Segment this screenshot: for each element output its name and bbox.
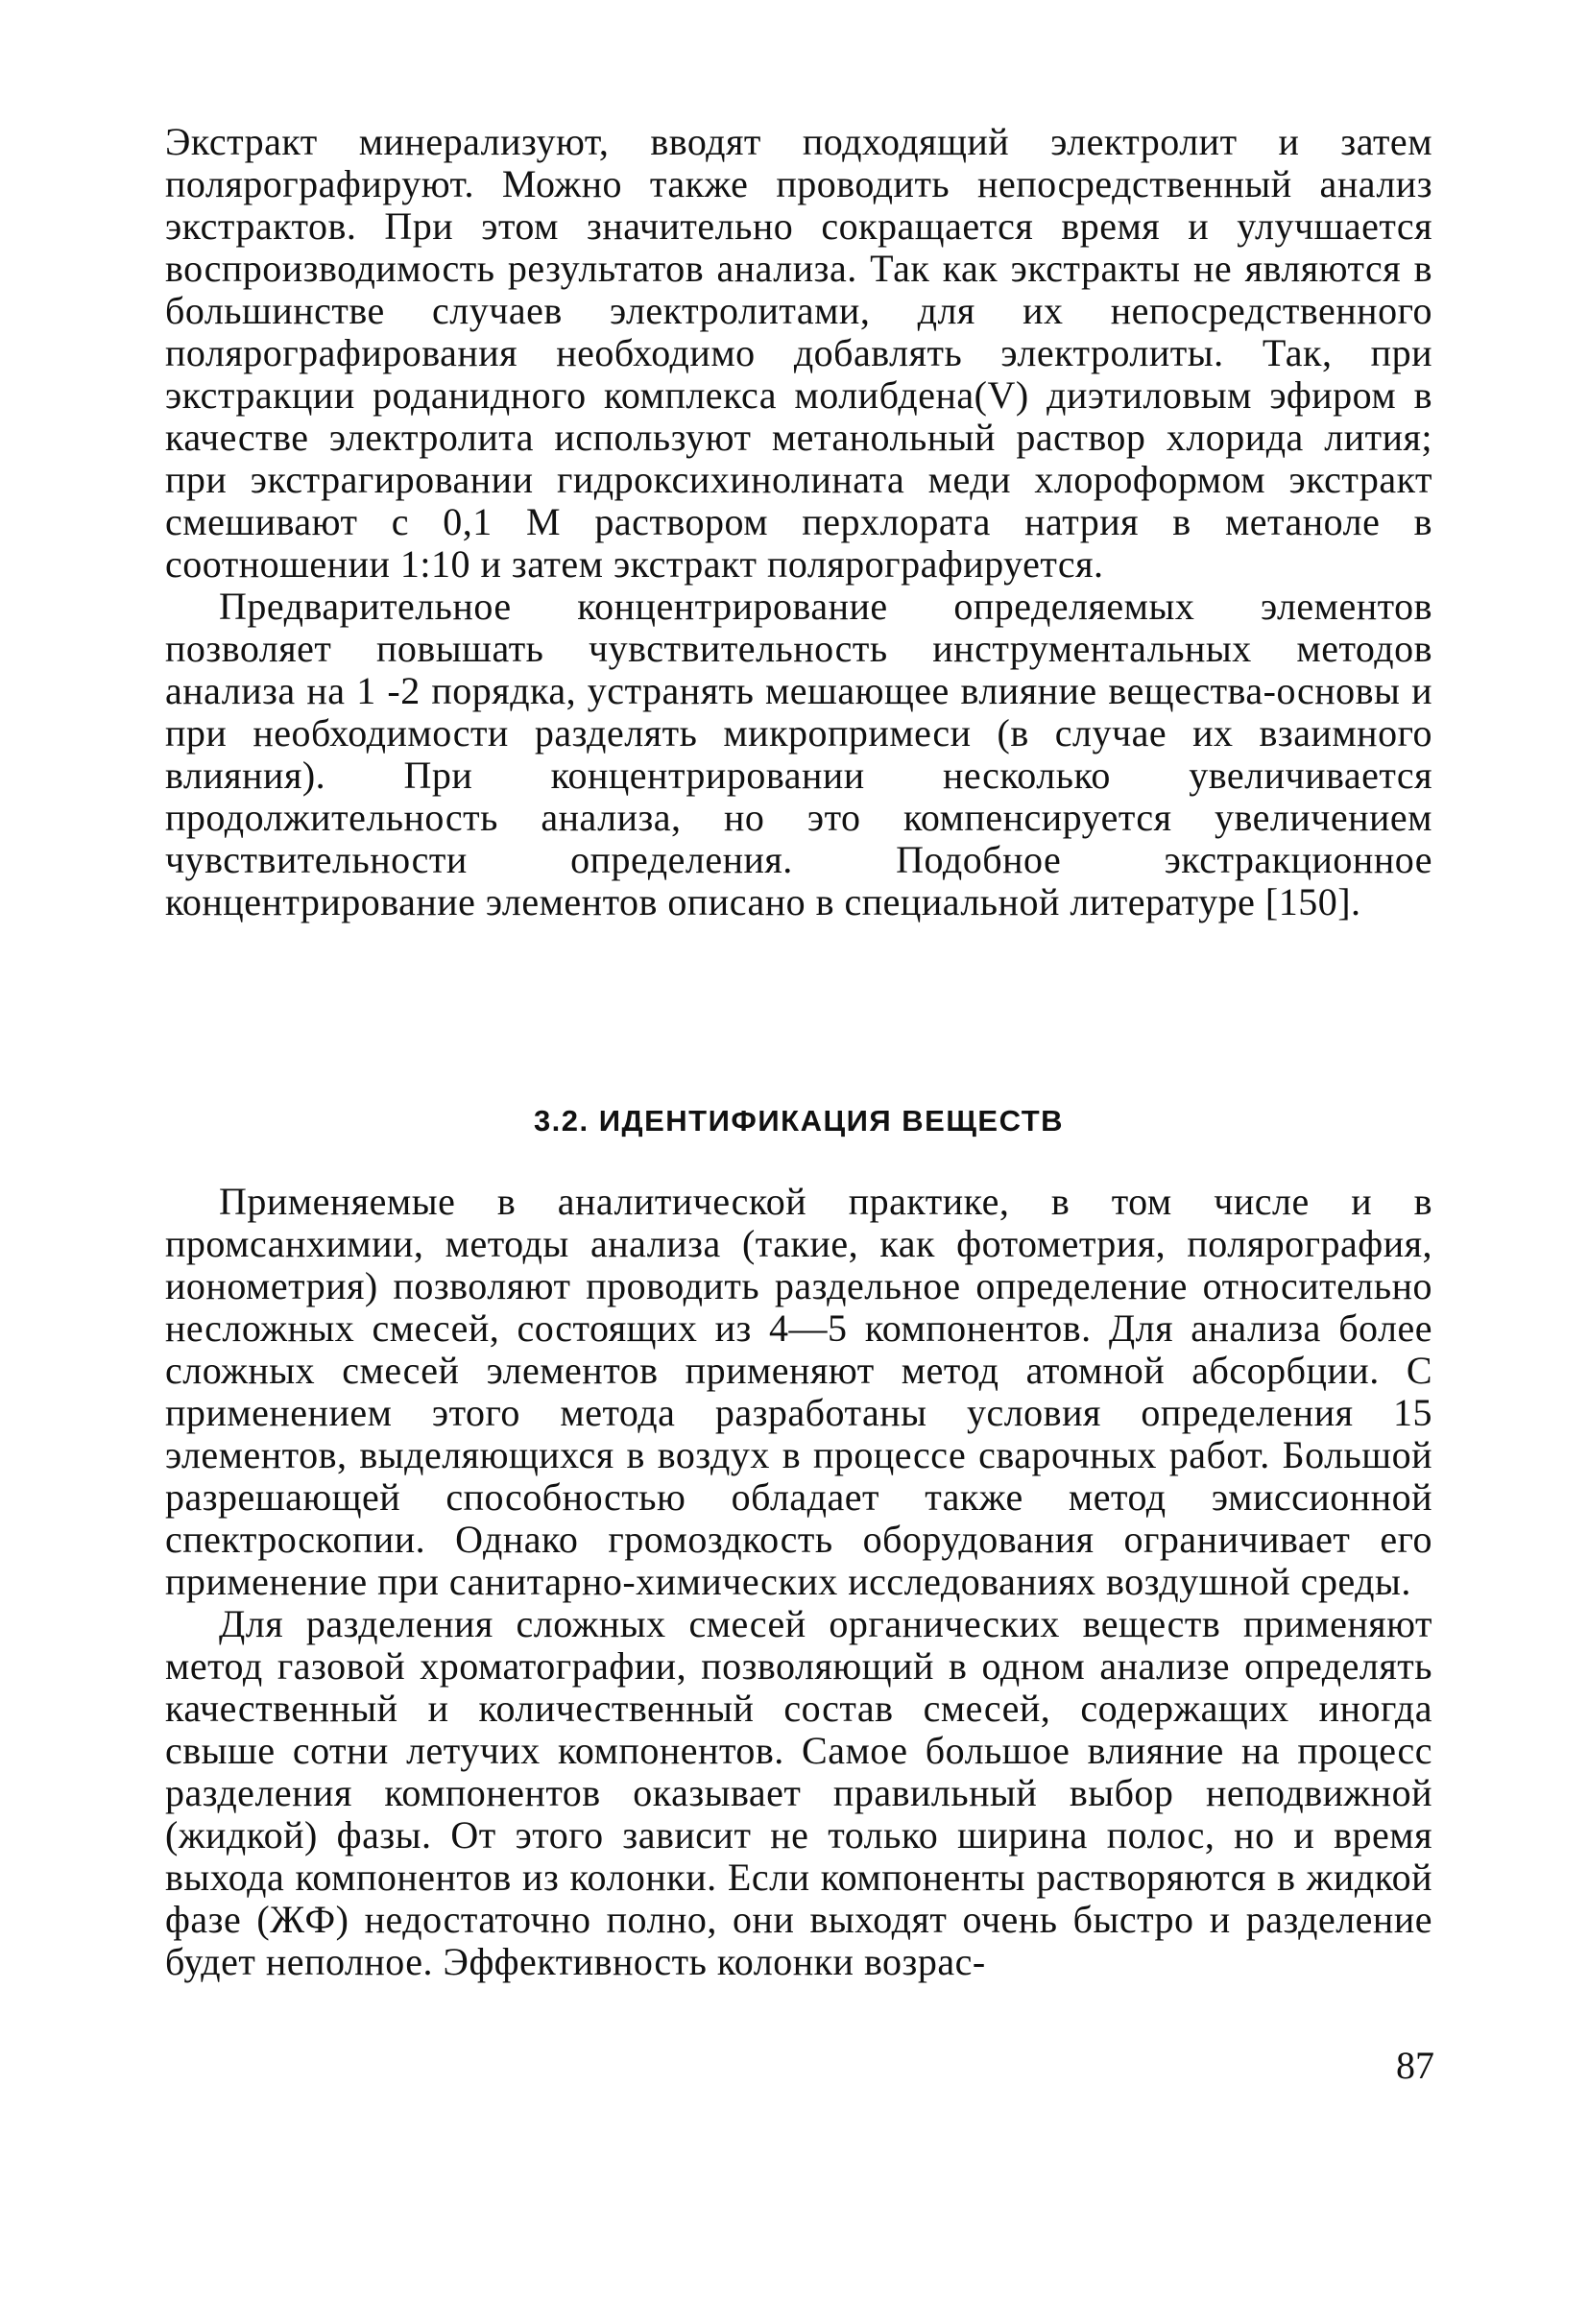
page-number: 87 [1396, 2044, 1434, 2087]
paragraph-preconcentration: Предварительное концентрирование определяемых элементов позволяет повышать чувствительность инструментальных методов анализа на 1 -2 порядка, устранять мешающее влияние вещества-основы и при необходимости разделять микропримеси (в случае их взаимного влияния). При концентрировании несколько увеличивается продолжительность анализа, но это компенсируется увеличением чувствительности определения. Подобное экстракционное концентрирование элементов описано в специальной литературе [150]. [165, 585, 1432, 923]
section-heading: 3.2. ИДЕНТИФИКАЦИЯ ВЕЩЕСТВ [533, 1104, 1065, 1138]
text-block-after-heading [165, 1181, 1432, 1983]
paragraph-analysis-methods: Применяемые в аналитической практике, в том числе и в промсанхимии, методы анализа (такие, как фотометрия, полярография, ионометрия) позволяют проводить раздельное определение относительно несложных смесей, состоящих из 4—5 компонентов. Для анализа более сложных смесей элементов применяют метод атомной абсорбции. С применением этого метода разработаны условия определения 15 элементов, выделяющихся в воздух в процессе сварочных работ. Большой разрешающей способностью обладает также метод эмиссионной спектроскопии. Однако громоздкость оборудования ограничивает его применение при санитарно-химических исследованиях воздушной среды. [165, 1180, 1432, 1603]
text-block-before-heading [165, 121, 1432, 923]
paragraph-extract-polarography: Экстракт минерализуют, вводят подходящий электролит и затем полярографируют. Можно также проводить непосредственный анализ экстрактов. При этом значительно сокращается время и улучшается воспроизводимость результатов анализа. Так как экстракты не являются в большинстве случаев электролитами, для их непосредственного полярографирования необходимо добавлять электролиты. Так, при экстракции роданидного комплекса молибдена(V) диэтиловым эфиром в качестве электролита используют метанольный раствор хлорида лития; при экстрагировании гидроксихинолината меди хлороформом экстракт смешивают с 0,1 М раствором перхлората натрия в метаноле в соотношении 1:10 и затем экстракт полярографируется. [165, 120, 1432, 586]
paragraph-gas-chromatography: Для разделения сложных смесей органических веществ применяют метод газовой хроматографии, позволяющий в одном анализе определять качественный и количественный состав смесей, содержащих иногда свыше сотни летучих компонентов. Самое большое влияние на процесс разделения компонентов оказывает правильный выбор неподвижной (жидкой) фазы. От этого зависит не только ширина полос, но и время выхода компонентов из колонки. Если компоненты растворяются в жидкой фазе (ЖФ) недостаточно полно, они выходят очень быстро и разделение будет неполное. Эффективность колонки возрас- [165, 1602, 1432, 1983]
